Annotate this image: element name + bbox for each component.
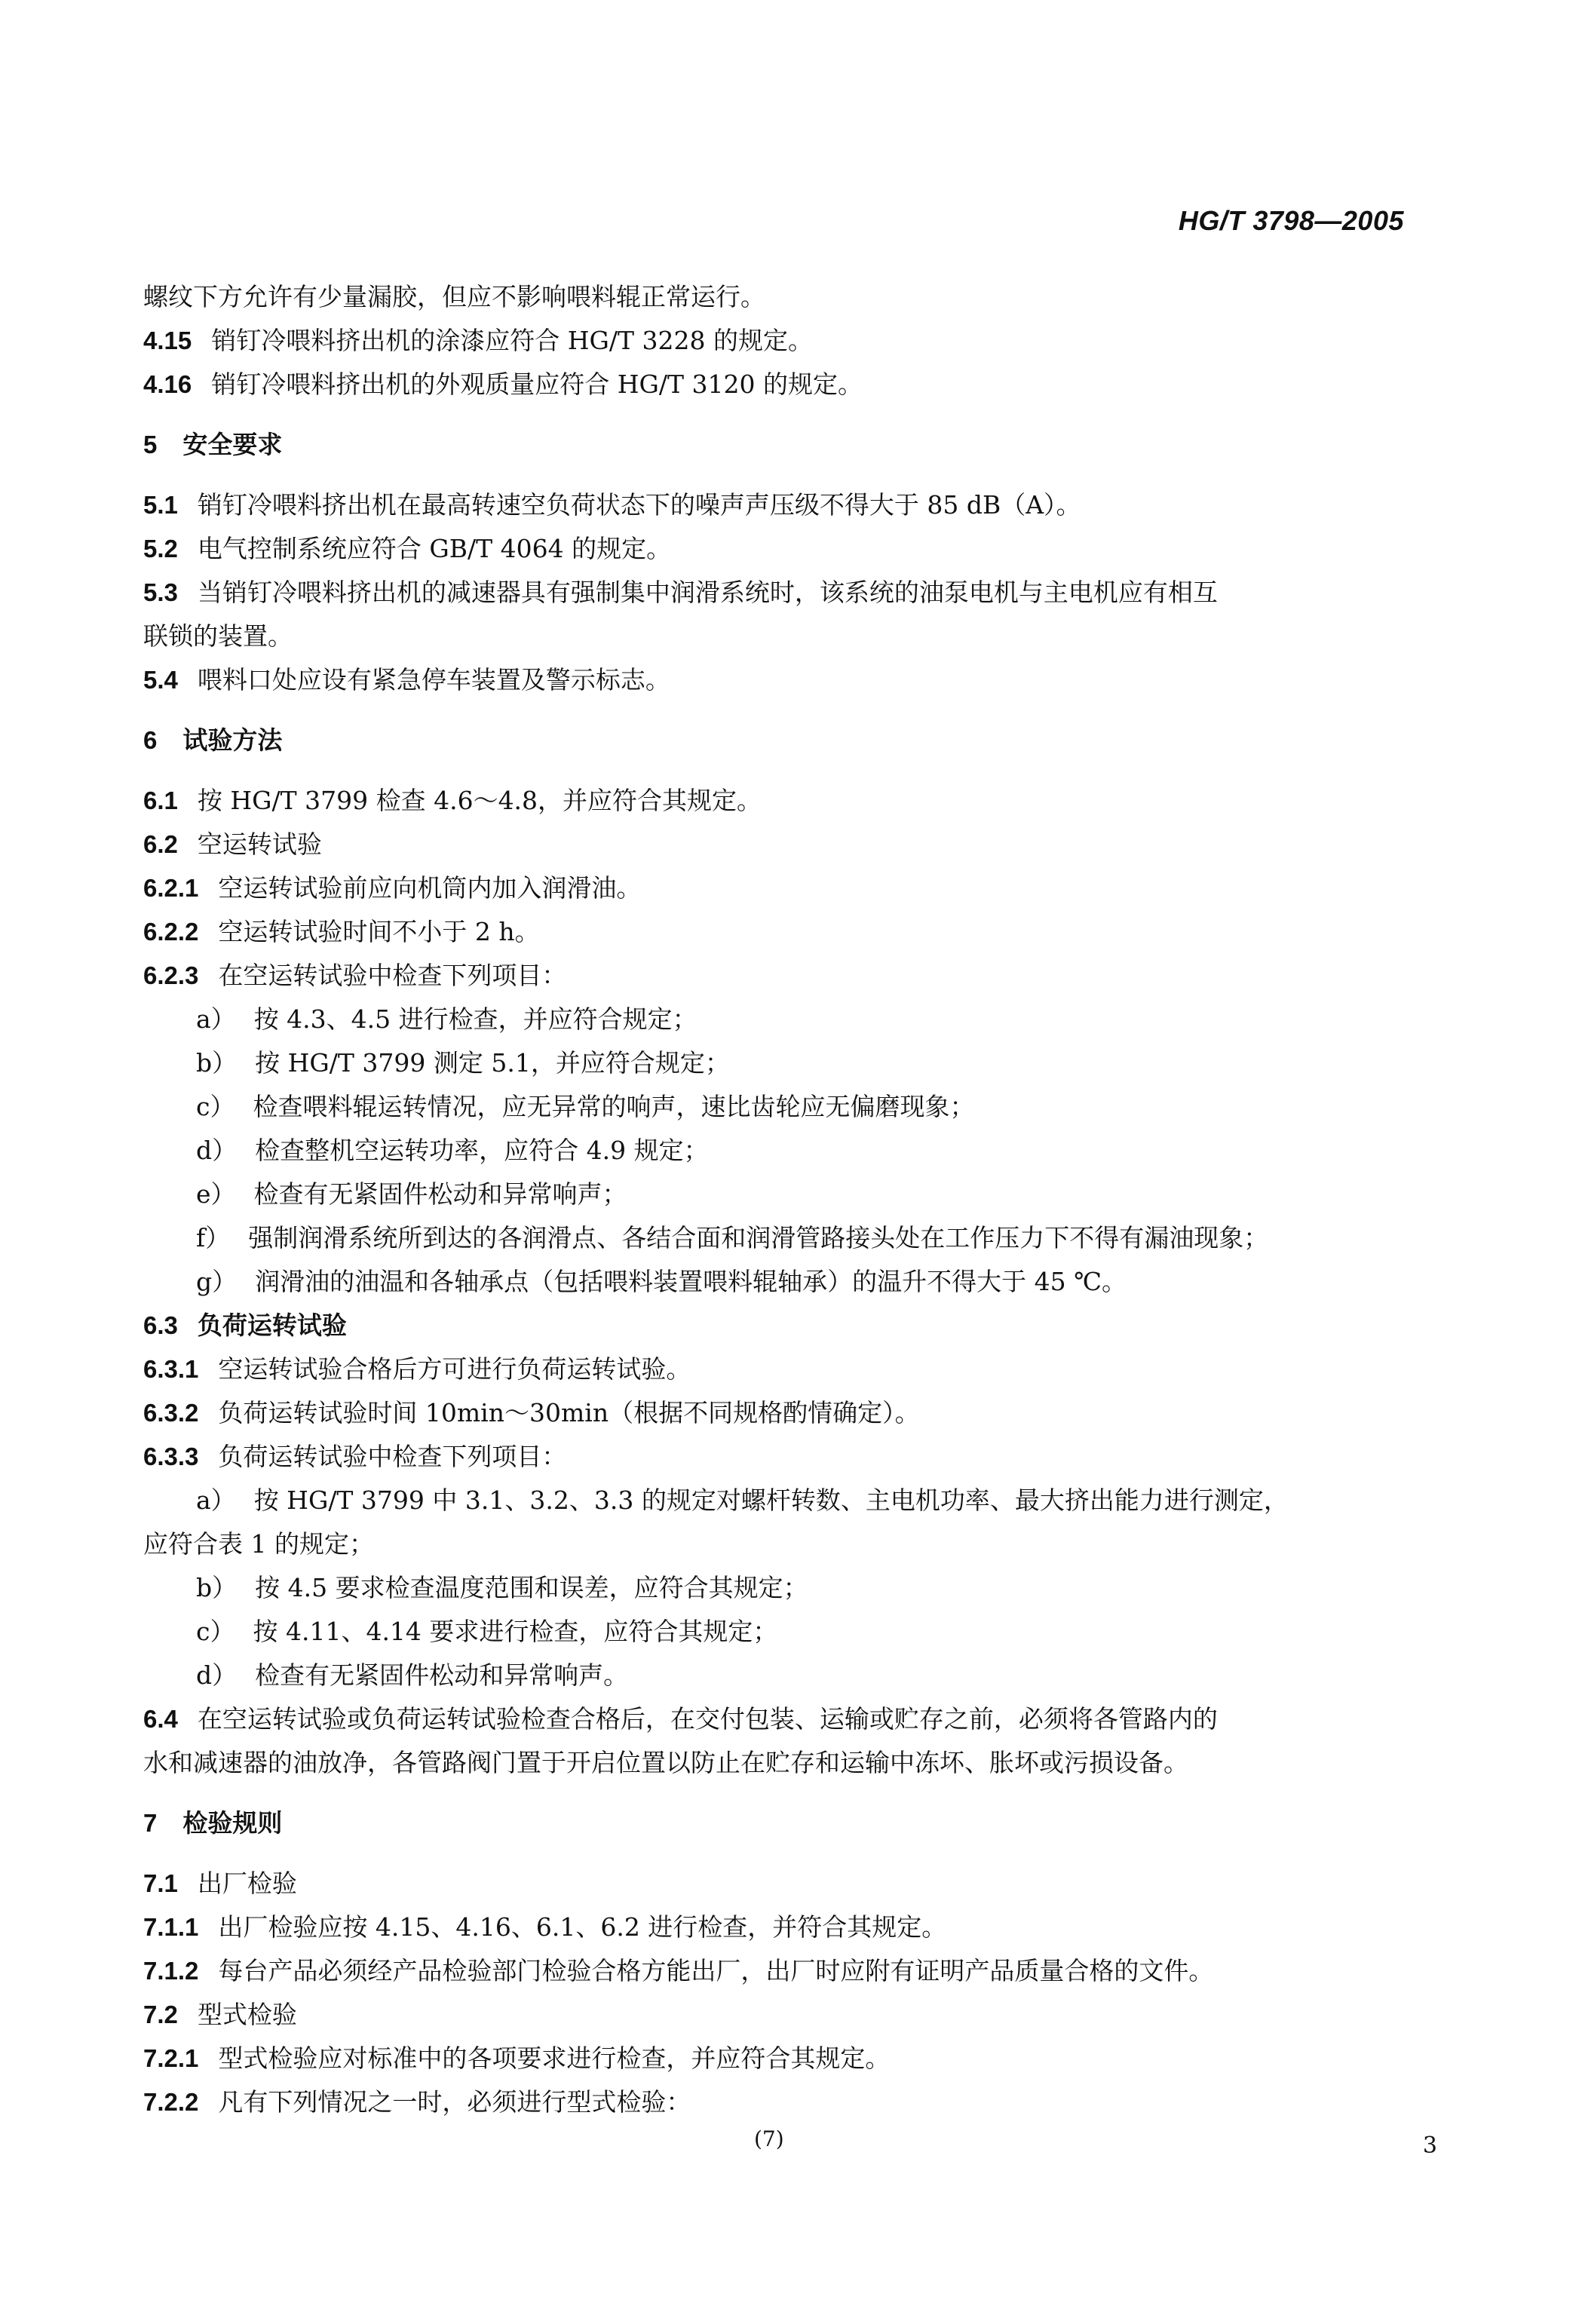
clause-6-2-3: 6.2.3 在空运转试验中检查下列项目：: [143, 961, 567, 990]
list-item: g） 润滑油的油温和各轴承点（包括喂料装置喂料辊轴承）的温升不得大于 45 ℃。: [196, 1267, 1127, 1296]
list-item: a） 按 4.3、4.5 进行检查，并应符合规定；: [196, 1004, 697, 1034]
clause-7-1-2: 7.1.2 每台产品必须经产品检验部门检验合格方能出厂，出厂时应附有证明产品质量合格的文件。: [143, 1956, 1214, 1985]
list-item: c） 检查喂料辊运转情况，应无异常的响声，速比齿轮应无偏磨现象；: [196, 1092, 975, 1121]
list-item: b） 按 HG/T 3799 测定 5.1，并应符合规定；: [196, 1048, 730, 1078]
clause-6-4-continued: 水和减速器的油放净，各管路阀门置于开启位置以防止在贮存和运输中冻坏、胀坏或污损设备。: [143, 1748, 1188, 1777]
list-item: d） 检查有无紧固件松动和异常响声。: [196, 1660, 629, 1690]
clause-6-2: 6.2 空运转试验: [143, 829, 322, 859]
section-5-heading: 5 安全要求: [143, 430, 283, 459]
section-7-heading: 7 检验规则: [143, 1808, 283, 1838]
list-item-continued: 应符合表 1 的规定；: [143, 1529, 374, 1559]
standard-code: HG/T 3798—2005: [1178, 205, 1404, 236]
clause-7-1: 7.1 出厂检验: [143, 1869, 297, 1898]
list-item: b） 按 4.5 要求检查温度范围和误差，应符合其规定；: [196, 1573, 808, 1602]
clause-7-2-2: 7.2.2 凡有下列情况之一时，必须进行型式检验：: [143, 2087, 691, 2117]
list-item: a） 按 HG/T 3799 中 3.1、3.2、3.3 的规定对螺杆转数、主电机功率、最大挤出能力进行测定，: [196, 1485, 1289, 1515]
clause-6-3-1: 6.3.1 空运转试验合格后方可进行负荷运转试验。: [143, 1354, 691, 1384]
list-item: f） 强制润滑系统所到达的各润滑点、各结合面和润滑管路接头处在工作压力下不得有漏油现象；: [196, 1223, 1269, 1252]
clause-5-3-continued: 联锁的装置。: [143, 621, 293, 651]
clause-6-3: 6.3 负荷运转试验: [143, 1311, 347, 1340]
clause-7-1-1: 7.1.1 出厂检验应按 4.15、4.16、6.1、6.2 进行检查，并符合其规定。: [143, 1912, 947, 1942]
clause-6-4: 6.4 在空运转试验或负荷运转试验检查合格后，在交付包装、运输或贮存之前，必须将各管路内的: [143, 1704, 1218, 1734]
clause-6-3-2: 6.3.2 负荷运转试验时间 10min～30min（根据不同规格酌情确定）。: [143, 1398, 920, 1427]
clause-6-2-1: 6.2.1 空运转试验前应向机筒内加入润滑油。: [143, 873, 642, 903]
list-item: c） 按 4.11、4.14 要求进行检查，应符合其规定；: [196, 1617, 778, 1646]
list-item: e） 检查有无紧固件松动和异常响声；: [196, 1179, 627, 1209]
clause-5-3: 5.3 当销钉冷喂料挤出机的减速器具有强制集中润滑系统时，该系统的油泵电机与主电机应有相互: [143, 578, 1218, 607]
clause-5-2: 5.2 电气控制系统应符合 GB/T 4064 的规定。: [143, 534, 672, 563]
document-body: [143, 275, 1418, 2124]
clause-7-2-1: 7.2.1 型式检验应对标准中的各项要求进行检查，并应符合其规定。: [143, 2043, 891, 2073]
paragraph-continuation: 螺纹下方允许有少量漏胶，但应不影响喂料辊正常运行。: [143, 282, 765, 311]
clause-5-4: 5.4 喂料口处应设有紧急停车装置及警示标志。: [143, 665, 670, 694]
sheet-number: (7): [754, 2126, 784, 2151]
clause-6-2-2: 6.2.2 空运转试验时间不小于 2 h。: [143, 917, 540, 946]
clause-7-2: 7.2 型式检验: [143, 2000, 297, 2029]
clause-6-1: 6.1 按 HG/T 3799 检查 4.6～4.8，并应符合其规定。: [143, 786, 762, 815]
clause-5-1: 5.1 销钉冷喂料挤出机在最高转速空负荷状态下的噪声声压级不得大于 85 dB（A）。: [143, 490, 1081, 520]
page-number: 3: [1422, 2132, 1437, 2159]
list-item: d） 检查整机空运转功率，应符合 4.9 规定；: [196, 1136, 709, 1165]
section-6-heading: 6 试验方法: [143, 725, 283, 755]
clause-4-15: 4.15 销钉冷喂料挤出机的涂漆应符合 HG/T 3228 的规定。: [143, 326, 813, 355]
clause-4-16: 4.16 销钉冷喂料挤出机的外观质量应符合 HG/T 3120 的规定。: [143, 369, 863, 399]
clause-6-3-3: 6.3.3 负荷运转试验中检查下列项目：: [143, 1442, 567, 1471]
